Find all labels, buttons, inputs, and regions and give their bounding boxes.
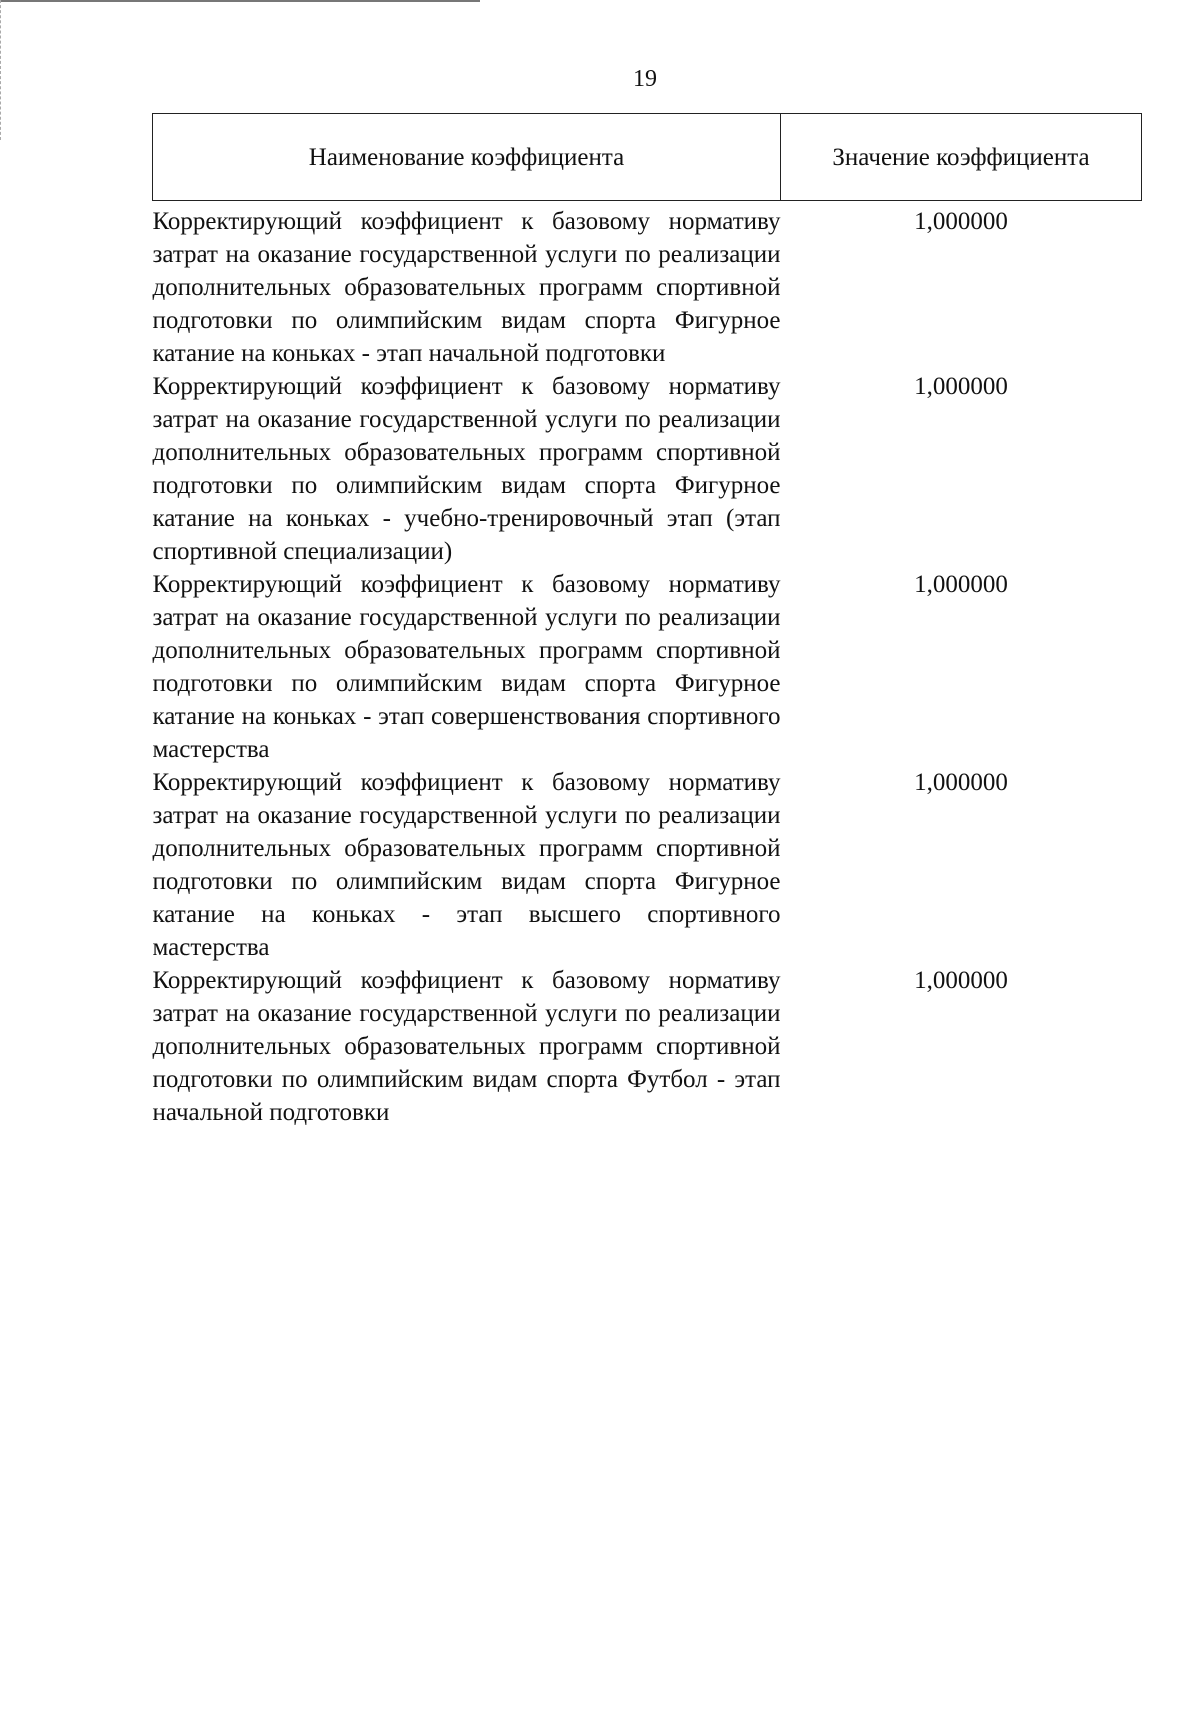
table-row	[153, 370, 1142, 568]
coefficient-value: 1,000000	[914, 769, 1008, 796]
coefficient-name: Корректирующий коэффициент к базовому нормативу затрат на оказание государственной услуги по реализации дополнительных образовательных программ спортивной подготовки по олимпийским видам спорта Фигурное катание на коньках - этап начальной подготовки	[152, 208, 781, 367]
coefficient-value: 1,000000	[914, 967, 1008, 994]
table-header	[153, 114, 1142, 201]
table-row	[153, 568, 1142, 766]
scan-edge-left	[0, 0, 1, 140]
page-number: 19	[633, 66, 657, 92]
table-header-row	[153, 114, 1142, 201]
header-coefficient-name: Наименование коэффициента	[153, 114, 781, 201]
coefficient-value: 1,000000	[914, 571, 1008, 598]
coefficient-value: 1,000000	[914, 373, 1008, 400]
table-body	[153, 201, 1142, 1130]
coefficient-name: Корректирующий коэффициент к базовому нормативу затрат на оказание государственной услуги по реализации дополнительных образовательных программ спортивной подготовки по олимпийским видам спорта Футбол - этап начальной подготовки	[152, 967, 781, 1126]
coefficient-name: Корректирующий коэффициент к базовому нормативу затрат на оказание государственной услуги по реализации дополнительных образовательных программ спортивной подготовки по олимпийским видам спорта Фигурное катание на коньках - этап высшего спортивного мастерства	[152, 769, 781, 961]
table-row	[153, 201, 1142, 371]
scan-edge-top	[0, 0, 480, 2]
coefficient-name: Корректирующий коэффициент к базовому нормативу затрат на оказание государственной услуги по реализации дополнительных образовательных программ спортивной подготовки по олимпийским видам спорта Фигурное катание на коньках - учебно-тренировочный этап (этап спортивной специализации)	[152, 373, 781, 565]
coefficient-value: 1,000000	[914, 208, 1008, 235]
header-coefficient-value: Значение коэффициента	[781, 114, 1142, 201]
coefficient-table	[152, 113, 1142, 1129]
coefficient-name: Корректирующий коэффициент к базовому нормативу затрат на оказание государственной услуги по реализации дополнительных образовательных программ спортивной подготовки по олимпийским видам спорта Фигурное катание на коньках - этап совершенствования спортивного мастерства	[152, 571, 781, 763]
table-row	[153, 766, 1142, 964]
table-row	[153, 964, 1142, 1129]
